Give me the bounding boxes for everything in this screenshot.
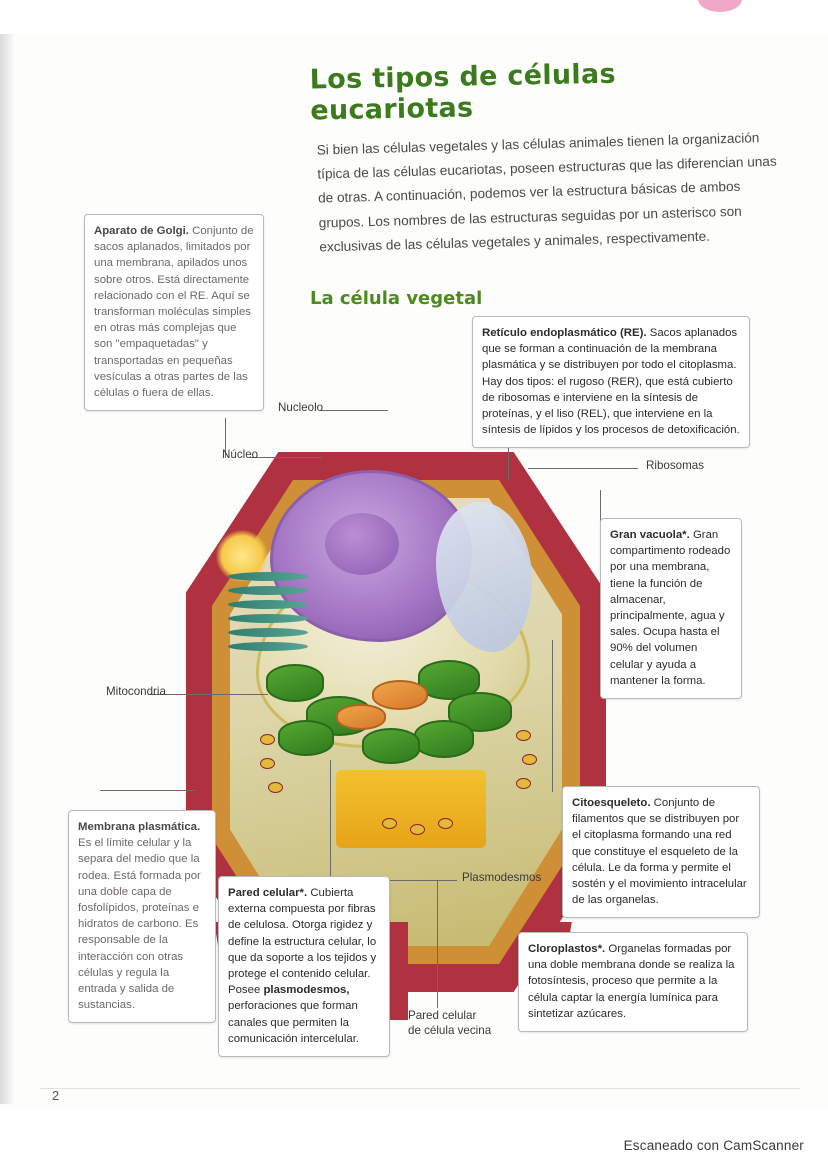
callout-golgi-text: Conjunto de sacos aplanados, limitados por una membrana, apilados unos sobre otros. Está directamente relacionado con el RE. Aquí se transforman moléculas simples en otras más complejas que son "empaquetadas" y transportadas en pequeñas vesículas a otras partes de las células o fuera de ellas. bbox=[94, 225, 254, 399]
leader-pared-celular bbox=[330, 760, 331, 880]
callout-citoesqueleto bbox=[562, 786, 760, 918]
label-pared-vecina-line1: Pared celular bbox=[408, 1009, 477, 1022]
plasmodesma-pore bbox=[516, 730, 531, 741]
label-pared-vecina-line2: de célula vecina bbox=[408, 1024, 492, 1037]
callout-pared-celular bbox=[218, 876, 390, 1057]
callout-pared-bold2: plasmodesmos, bbox=[263, 984, 350, 997]
callout-cloroplastos bbox=[518, 932, 748, 1032]
callout-membrana-title: Membrana plasmática. bbox=[78, 821, 201, 833]
leader-mitocondria bbox=[150, 694, 268, 695]
leader-membrana bbox=[100, 790, 195, 791]
callout-vacuola-text: Gran compartimento rodeado por una membrana, tiene la función de almacenar, principalmente, agua y sales. Ocupa hasta el 90% del volumen celular y ayuda a mantener la forma. bbox=[610, 529, 731, 687]
leader-plasmodesmos bbox=[385, 880, 457, 881]
plasma-membrane-zone bbox=[336, 770, 486, 848]
mitochondrion bbox=[336, 704, 386, 730]
chloroplast bbox=[266, 664, 324, 702]
callout-golgi bbox=[84, 214, 264, 411]
callout-reticulo-text: Sacos aplanados que se forman a continuación de la membrana plasmática y se distribuyen por todo el citoplasma. Hay dos tipos: el rugoso (RER), que está cubierto de ribosomas e interviene en la síntesis de proteínas, y el liso (REL), que interviene en la síntesis de lípidos y los procesos de detoxificación. bbox=[482, 327, 740, 437]
callout-citoesqueleto-title: Citoesqueleto. bbox=[572, 797, 651, 809]
plasmodesma-pore bbox=[382, 818, 397, 829]
intro-paragraph: Si bien las células vegetales y las células animales tienen la organización típica de las células eucariotas, poseen estructuras que las diferencian unas de otras. A continuación, podemos ver la estructura básicas de ambos grupos. Los nombres de las estructuras seguidas por un asterisco son exclusivas de las células vegetales y animales, respectivamente. bbox=[316, 129, 777, 254]
callout-vacuola bbox=[600, 518, 742, 699]
plasmodesma-pore bbox=[260, 758, 275, 769]
callout-membrana-text: Es el límite celular y la separa del medio que la rodea. Está formada por una doble capa de fosfolípidos, proteínas e hidratos de carbono. Es responsable de la interacción con otras células y regula la entrada y salida de sustancias. bbox=[78, 837, 201, 1012]
callout-cloroplastos-text: Organelas formadas por una doble membrana donde se realiza la fotosíntesis, proceso que permite a la célula captar la energía lumínica para sintetizar azúcares. bbox=[528, 943, 735, 1020]
callout-golgi-title: Aparato de Golgi. bbox=[94, 225, 189, 237]
callout-reticulo bbox=[472, 316, 750, 448]
pink-artifact bbox=[698, 0, 742, 12]
golgi-apparatus bbox=[228, 572, 308, 654]
page-title: Los tipos de células eucariotas bbox=[309, 58, 617, 127]
leader-ribosomas bbox=[528, 468, 638, 469]
chloroplast bbox=[414, 720, 474, 758]
plasmodesma-pore bbox=[438, 818, 453, 829]
chloroplast bbox=[362, 728, 420, 764]
scan-left-shadow bbox=[0, 34, 14, 1104]
mitochondrion bbox=[372, 680, 428, 710]
plasmodesma-pore bbox=[268, 782, 283, 793]
label-mitocondria: Mitocondria bbox=[106, 685, 166, 698]
callout-pared-text2: perforaciones que forman canales que permiten la comunicación intercelular. bbox=[228, 1000, 360, 1045]
plasmodesma-pore bbox=[516, 778, 531, 789]
callout-membrana bbox=[68, 810, 216, 1023]
section-subtitle: La célula vegetal bbox=[310, 288, 483, 309]
chloroplast bbox=[278, 720, 334, 756]
leader-citoesqueleto bbox=[552, 640, 553, 792]
callout-reticulo-title: Retículo endoplasmático (RE). bbox=[482, 327, 647, 339]
plasmodesma-pore bbox=[260, 734, 275, 745]
label-plasmodesmos: Plasmodesmos bbox=[462, 871, 542, 884]
leader-nucleolo bbox=[320, 410, 388, 411]
leader-pared-vecina bbox=[437, 880, 438, 1008]
callout-vacuola-title: Gran vacuola*. bbox=[610, 529, 690, 541]
scan-top-edge bbox=[0, 0, 828, 34]
page-number: 2 bbox=[52, 1088, 60, 1103]
label-ribosomas: Ribosomas bbox=[646, 459, 704, 472]
callout-citoesqueleto-text: Conjunto de filamentos que se distribuyen por el citoplasma formando una red que constituye el esqueleto de la célula. Le da forma y permite el sostén y el movimiento intracelular de las organelas. bbox=[572, 797, 747, 907]
callout-pared-text: Cubierta externa compuesta por fibras de celulosa. Otorga rigidez y define la estructura celular, lo que da soporte a los tejidos y protege el contenido celular. Posee bbox=[228, 887, 377, 997]
label-nucleolo: Nucleolo bbox=[278, 401, 324, 414]
callout-cloroplastos-title: Cloroplastos*. bbox=[528, 943, 606, 955]
nucleolus bbox=[325, 513, 399, 575]
leader-nucleo bbox=[250, 457, 322, 458]
footer-divider bbox=[40, 1088, 800, 1089]
plasmodesma-pore bbox=[522, 754, 537, 765]
label-nucleo: Núcleo bbox=[222, 448, 259, 461]
camscanner-watermark: Escaneado con CamScanner bbox=[623, 1138, 804, 1153]
callout-pared-title: Pared celular*. bbox=[228, 887, 308, 899]
plasmodesma-pore bbox=[410, 824, 425, 835]
